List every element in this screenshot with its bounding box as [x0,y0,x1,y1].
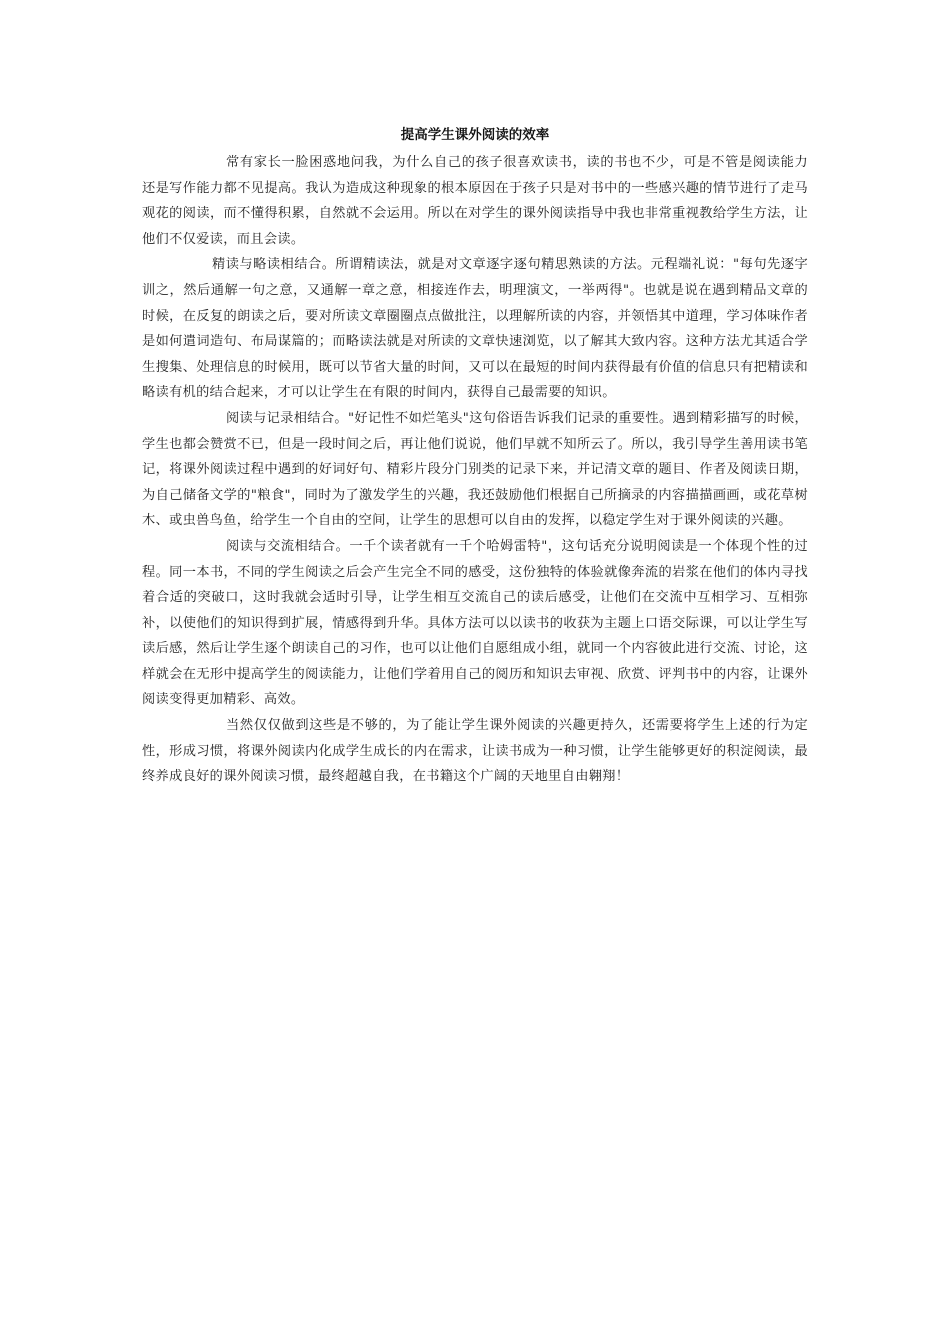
paragraph-intensive-reading: 精读与略读相结合。所谓精读法，就是对文章逐字逐句精思熟读的方法。元程端礼说："每句先逐字训之，然后通解一句之意，又通解一章之意，相接连作去，明理演文，一举两得"。也就是说在遇到精品文章的时候，在反复的朗读之后，要对所读文章圈圈点点做批注，以理解所读的内容，并领悟其中道理，学习体味作者是如何遣词造句、布局谋篇的；而略读法就是对所读的文章快速浏览，以了解其大致内容。这种方法尤其适合学生搜集、处理信息的时候用，既可以节省大量的时间，又可以在最短的时间内获得最有价值的信息只有把精读和略读有机的结合起来，才可以让学生在有限的时间内，获得自己最需要的知识。 [142,257,808,401]
document-page [142,124,808,790]
paragraph-reading-exchange: 阅读与交流相结合。一千个读者就有一千个哈姆雷特"，这句话充分说明阅读是一个体现个性的过程。同一本书，不同的学生阅读之后会产生完全不同的感受，这份独特的体验就像奔流的岩浆在他们的体内寻找着合适的突破口，这时我就会适时引导，让学生相互交流自己的读后感受，让他们在交流中互相学习、互相弥补，以使他们的知识得到扩展，情感得到升华。具体方法可以以读书的收获为主题上口语交际课，可以让学生写读后感，然后让学生逐个朗读自己的习作，也可以让他们自愿组成小组，就同一个内容彼此进行交流、讨论，这样就会在无形中提高学生的阅读能力，让他们学着用自己的阅历和知识去审视、欣赏、评判书中的内容，让课外阅读变得更加精彩、高效。 [142,538,808,708]
paragraph-reading-notes: 阅读与记录相结合。"好记性不如烂笔头"这句俗语告诉我们记录的重要性。遇到精彩描写的时候，学生也都会赞赏不已，但是一段时间之后，再让他们说说，他们早就不知所云了。所以，我引导学生善用读书笔记，将课外阅读过程中遇到的好词好句、精彩片段分门别类的记录下来，并记清文章的题目、作者及阅读日期，为自己储备文学的"粮食"，同时为了激发学生的兴趣，我还鼓励他们根据自己所摘录的内容描描画画，或花草树木、或虫兽鸟鱼，给学生一个自由的空间，让学生的思想可以自由的发挥，以稳定学生对于课外阅读的兴趣。 [142,410,808,529]
paragraph-conclusion: 当然仅仅做到这些是不够的，为了能让学生课外阅读的兴趣更持久，还需要将学生上述的行为定性，形成习惯，将课外阅读内化成学生成长的内在需求，让读书成为一种习惯，让学生能够更好的积淀阅读，最终养成良好的课外阅读习惯，最终超越自我，在书籍这个广阔的天地里自由翱翔！ [142,718,808,785]
document-title: 提高学生课外阅读的效率 [400,127,550,143]
paragraph-intro: 常有家长一脸困惑地问我，为什么自己的孩子很喜欢读书，读的书也不少，可是不管是阅读能力还是写作能力都不见提高。我认为造成这种现象的根本原因在于孩子只是对书中的一些感兴趣的情节进行了走马观花的阅读，而不懂得积累，自然就不会运用。所以在对学生的课外阅读指导中我也非常重视教给学生方法，让他们不仅爱读，而且会读。 [142,155,808,247]
